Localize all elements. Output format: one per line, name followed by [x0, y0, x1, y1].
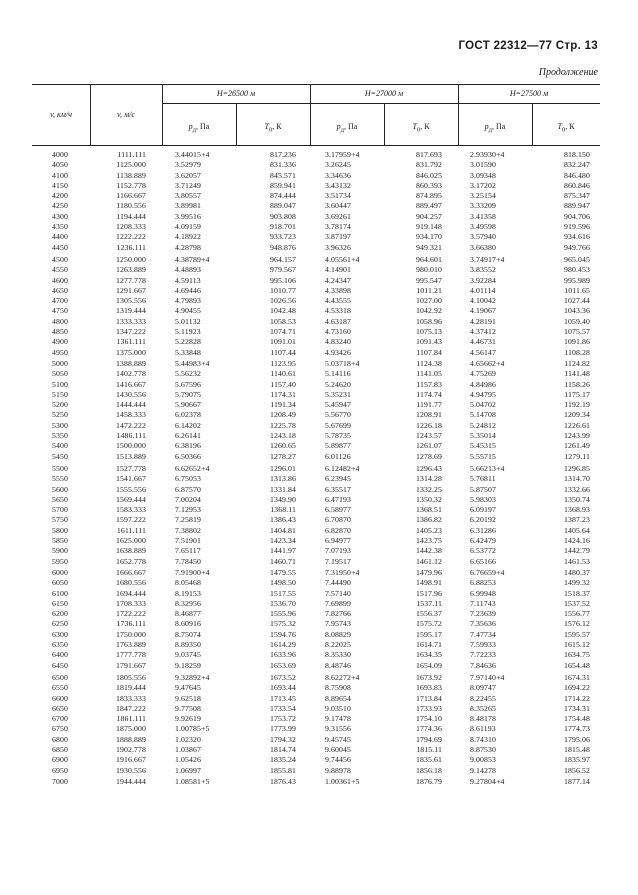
t0-column-2: 1124.38 1141.05 1157.83 1174.74 1191.77 1208.91 1226.18 1243.57 1261.07 1278.69 [415, 359, 442, 461]
t0-column-3: 1877.14 [563, 777, 590, 786]
v-kmh-column: 6000 6050 6100 6150 6200 6250 6300 6350 6400 6450 [52, 568, 68, 670]
v-ms-column: 1805.556 1819.444 1833.333 1847.222 1861.111 1875.000 1888.889 1902.778 1916.667 1930.556 [115, 673, 146, 775]
t0-column-2: 1296.43 1314.28 1332.25 1350.32 1368.51 1386.82 1405.23 1423.75 1442.38 1461.12 [415, 464, 442, 566]
page-header [459, 40, 598, 52]
t0-column-1: 1479.55 1498.50 1517.55 1536.70 1555.96 1575.32 1594.76 1614.29 1633.96 1653.69 [269, 568, 296, 670]
pd-column-1: 4.38789+4 4.48893 4.59113 4.69446 4.79893 4.90455 5.01132 5.11923 5.22828 5.33848 [175, 255, 210, 357]
t0-column-1: 1876.43 [269, 777, 296, 786]
col-header-t0-1: $T_0$, К [264, 122, 282, 134]
v-ms-column: 1111.111 1125.000 1138.889 1152.778 1166.667 1180.556 1194.444 1208.333 1222.222 1236.111 [115, 150, 146, 252]
altitude-header-3: H=27500 м [509, 89, 549, 98]
pd-column-2: 6.12482+4 6.23945 6.35517 6.47193 6.58977 6.70870 6.82870 6.94977 7.07193 7.19517 [325, 464, 360, 566]
t0-column-1: 1296.01 1313.86 1331.84 1349.90 1368.11 1386.43 1404.81 1423.34 1441.97 1460.71 [269, 464, 296, 566]
pd-column-1: 9.32892+4 9.47645 9.62518 9.77508 9.92619 1.00785+5 1.02320 1.03867 1.05426 1.06997 [175, 673, 210, 775]
altitude-header-2: H=27000 м [364, 89, 404, 98]
table-header-bottom-rule [32, 145, 600, 146]
pd-column-1: 1.08581+5 [175, 777, 210, 786]
col-header-t0-2: $T_0$, К [412, 122, 430, 134]
v-ms-column: 1666.667 1680.556 1694.444 1708.333 1722.222 1736.111 1750.000 1763.889 1777.778 1791.667 [115, 568, 146, 670]
v-kmh-column: 6500 6550 6600 6650 6700 6750 6800 6850 6900 6950 [52, 673, 68, 775]
pd-column-3: 9.27804+4 [470, 777, 505, 786]
pd-column-1: 3.44015+4 3.52979 3.62057 3.71249 3.80557 3.89981 3.99516 4.09159 4.18922 4.28798 [175, 150, 210, 252]
t0-column-1: 964.157 979.567 995.106 1010.77 1026.56 1042.48 1058.53 1074.71 1091.01 1107.44 [269, 255, 296, 357]
t0-column-3: 818.150 832.247 846.480 860.846 875.347 889.947 904.706 919.596 934.616 949.766 [563, 150, 590, 252]
t0-column-2: 1876.79 [415, 777, 442, 786]
v-kmh-column: 7000 [52, 777, 68, 786]
altitude-header-1: H=26500 м [216, 89, 256, 98]
pd-column-3: 7.97140+4 8.09747 8.22455 8.35265 8.48178 8.61193 8.74310 8.87530 9.00853 9.14278 [470, 673, 505, 775]
col-header-pd-1: $p_д$, Па [188, 122, 210, 134]
pd-column-1: 6.62652+4 6.75053 6.87570 7.00204 7.12953 7.25819 7.38802 7.51901 7.65117 7.78450 [175, 464, 210, 566]
t0-column-1: 817.236 831.336 845.571 859.941 874.444 889.047 903.808 918.701 933.723 948.876 [269, 150, 296, 252]
table-top-rule [32, 84, 600, 85]
t0-column-3: 1674.31 1694.22 1714.22 1734.31 1754.48 1774.73 1795.06 1815.48 1835.97 1856.52 [563, 673, 590, 775]
pd-column-3: 2.93930+4 3.01590 3.09348 3.17202 3.25154 3.33209 3.41358 3.49598 3.57940 3.66380 [470, 150, 505, 252]
t0-column-3: 1124.82 1141.48 1158.26 1175.17 1192.19 1209.34 1226.61 1243.99 1261.49 1279.11 [563, 359, 590, 461]
t0-column-3: 1480.37 1499.32 1518.37 1537.52 1556.77 1576.12 1595.57 1615.12 1634.75 1654.48 [563, 568, 590, 670]
standard-number: ГОСТ 22312—77 [458, 40, 553, 52]
t0-column-1: 1673.52 1693.44 1713.45 1733.54 1753.72 1773.99 1794.32 1814.74 1835.24 1855.81 [269, 673, 296, 775]
pd-column-2: 5.03718+4 5.14116 5.24620 5.35231 5.45947 5.56770 5.67699 5.78735 5.89877 6.01126 [325, 359, 360, 461]
col-header-v-ms: v, м/с [117, 110, 135, 119]
v-kmh-column: 4500 4550 4600 4650 4700 4750 4800 4850 4900 4950 [52, 255, 68, 357]
t0-column-3: 965.045 980.453 995.989 1011.65 1027.44 1043.36 1059.40 1075.57 1091.86 1108.28 [563, 255, 590, 357]
col-header-v-kmh: v, км/ч [50, 110, 72, 119]
v-ms-column: 1944.444 [115, 777, 146, 786]
pd-column-3: 5.66213+4 5.76811 5.87507 5.98303 6.09197 6.20192 6.31286 6.42479 6.53772 6.65166 [470, 464, 505, 566]
t0-column-3: 1296.85 1314.70 1332.66 1350.74 1368.93 1387.23 1405.64 1424.16 1442.79 1461.53 [563, 464, 590, 566]
v-kmh-column: 5000 5050 5100 5150 5200 5250 5300 5350 5400 5450 [52, 359, 68, 461]
pd-column-2: 7.31950+4 7.44490 7.57140 7.69899 7.82766 7.95743 8.08829 8.22025 8.35330 8.48746 [325, 568, 360, 670]
t0-column-2: 1673.92 1693.83 1713.84 1733.93 1754.10 1774.36 1794.69 1815.11 1835.61 1856.18 [415, 673, 442, 775]
v-kmh-column: 4000 4050 4100 4150 4200 4250 4300 4350 4400 4450 [52, 150, 68, 252]
t0-column-2: 817.693 831.792 846.025 860.393 874.895 889.497 904.257 919.148 934.170 949.321 [415, 150, 442, 252]
pd-column-3: 3.74917+4 3.83552 3.92284 4.01114 4.10042 4.19067 4.28191 4.37412 4.46731 4.56147 [470, 255, 505, 357]
v-kmh-column: 5500 5550 5600 5650 5700 5750 5800 5850 5900 5950 [52, 464, 68, 566]
col-header-pd-3: $p_д$, Па [484, 122, 506, 134]
col-header-pd-2: $p_д$, Па [336, 122, 358, 134]
t0-column-2: 1479.96 1498.91 1517.96 1537.11 1556.37 1575.72 1595.17 1614.71 1634.35 1654.09 [415, 568, 442, 670]
pd-column-2: 8.62272+4 8.75908 8.89654 9.03510 9.17478 9.31556 9.45745 9.60045 9.74456 9.88978 [325, 673, 360, 775]
pd-column-3: 4.65662+4 4.75269 4.84986 4.94795 5.04702 5.14708 5.24812 5.35014 5.45315 5.55715 [470, 359, 505, 461]
continuation-label: Продолжение [538, 67, 598, 78]
col-header-t0-3: $T_0$, К [557, 122, 575, 134]
t0-column-1: 1123.95 1140.61 1157.40 1174.31 1191.34 1208.49 1225.78 1243.18 1260.65 1278.27 [269, 359, 296, 461]
pd-column-2: 4.05561+4 4.14901 4.24347 4.33898 4.43555 4.53318 4.63187 4.73160 4.83240 4.93426 [325, 255, 360, 357]
pd-column-2: 1.00361+5 [325, 777, 360, 786]
page-number: Стр. 13 [555, 40, 598, 52]
v-ms-column: 1527.778 1541.667 1555.556 1569.444 1583.333 1597.222 1611.111 1625.000 1638.889 1652.778 [115, 464, 146, 566]
pd-column-2: 3.17959+4 3.26245 3.34636 3.43132 3.51734 3.60447 3.69261 3.78174 3.87197 3.96326 [325, 150, 360, 252]
t0-column-2: 964.601 980.010 995.547 1011.21 1027.00 1042.92 1058.96 1075.13 1091.43 1107.84 [415, 255, 442, 357]
altitude-header-rule [162, 103, 600, 104]
pd-column-3: 6.76659+4 6.88253 6.99948 7.11743 7.23639 7.35636 7.47734 7.59933 7.72233 7.84636 [470, 568, 505, 670]
pd-column-1: 7.91900+4 8.05468 8.19153 8.32956 8.46877 8.60916 8.75074 8.89350 9.03745 9.18259 [175, 568, 210, 670]
v-ms-column: 1250.000 1263.889 1277.778 1291.667 1305.556 1319.444 1333.333 1347.222 1361.111 1375.000 [115, 255, 146, 357]
v-ms-column: 1388.889 1402.778 1416.667 1430.556 1444.444 1458.333 1472.222 1486.111 1500.000 1513.889 [115, 359, 146, 461]
pd-column-1: 5.44983+4 5.56232 5.67596 5.79075 5.90667 6.02378 6.14202 6.26141 6.38196 6.50366 [175, 359, 210, 461]
